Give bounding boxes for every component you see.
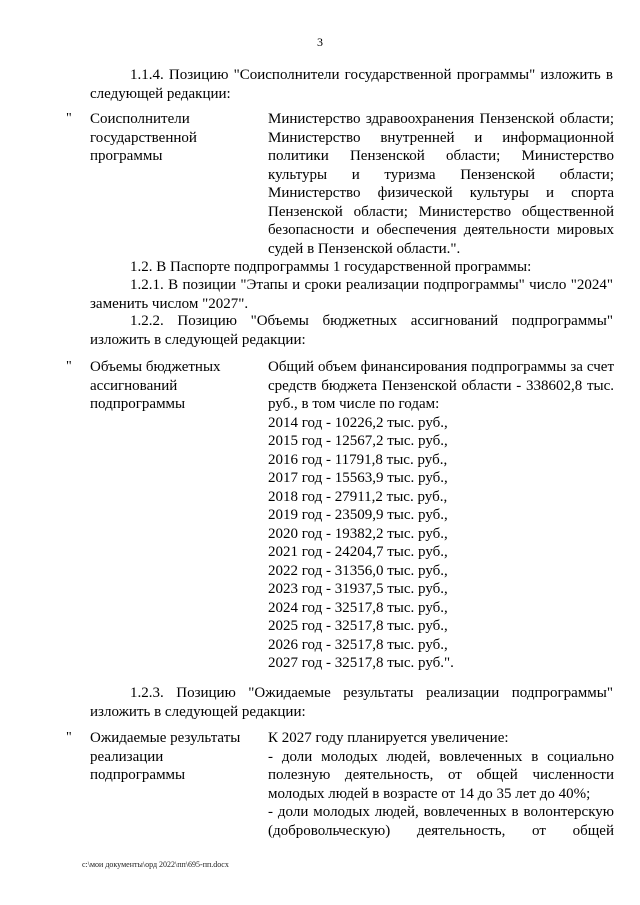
results-heading: К 2027 году планируется увеличение:: [268, 730, 509, 746]
opening-quote: ": [66, 359, 72, 374]
budget-intro: Общий объем финансирования подпрограммы за счет средств бюджета Пензенской области - 338602,8 тыс. руб., в том числе по годам:: [268, 359, 614, 412]
paragraph-1-2-1: [90, 276, 613, 313]
year-amount-line: 2022 год - 31356,0 тыс. руб.,: [268, 562, 448, 579]
year-amount-line: 2027 год - 32517,8 тыс. руб.".: [268, 655, 454, 671]
year-amount-line: 2023 год - 31937,5 тыс. руб.,: [268, 581, 448, 597]
year-amount-line: 2020 год - 19382,2 тыс. руб.,: [268, 525, 448, 542]
opening-quote: ": [66, 730, 72, 745]
page-number: 3: [317, 35, 323, 49]
row-content: [268, 358, 614, 673]
paragraph-1-2-3: [90, 684, 613, 721]
results-bullet: - доли молодых людей, вовлеченных в волонтерскую (добровольческую) деятельность, от общей: [268, 804, 614, 839]
year-amount-line: 2026 год - 32517,8 тыс. руб.,: [268, 636, 448, 653]
opening-quote: ": [66, 111, 72, 126]
year-amount-line: 2016 год - 11791,8 тыс. руб.,: [268, 451, 448, 468]
year-amount-line: 2017 год - 15563,9 тыс. руб.,: [268, 470, 448, 486]
paragraph-text: 1.2.1. В позиции "Этапы и сроки реализации подпрограммы" число "2024" заменить числом "2027".: [90, 277, 613, 312]
year-list: [268, 414, 614, 673]
paragraph-1-1-4: [90, 66, 613, 103]
year-amount-line: 2015 год - 12567,2 тыс. руб.,: [268, 433, 448, 449]
row-content: Министерство здравоохранения Пензенской области; Министерство внутренней и информационной политики Пензенской области; Министерство культуры и туризма Пензенской области; Министерство физической культуры и спорта Пензенской области; Министерство общественной безопасности и обеспечения деятельности мировых судей в Пензенской области.".: [268, 111, 614, 257]
row-label: Ожидаемые результаты реализации подпрограммы: [90, 730, 241, 783]
paragraph-1-2-2: [90, 312, 613, 349]
year-amount-line: 2025 год - 32517,8 тыс. руб.,: [268, 618, 448, 634]
year-amount-line: 2019 год - 23509,9 тыс. руб.,: [268, 507, 448, 523]
row-label: Соисполнители государственной программы: [90, 111, 197, 164]
year-amount-line: 2018 год - 27911,2 тыс. руб.,: [268, 488, 448, 505]
file-path-footer: c:\мои документы\орд 2022\пп\695-пп.docx: [82, 860, 229, 869]
paragraph-1-2: [90, 258, 613, 277]
year-amount-line: 2024 год - 32517,8 тыс. руб.,: [268, 599, 448, 616]
paragraph-text: 1.2.3. Позицию "Ожидаемые результаты реализации подпрограммы" изложить в следующей редакции:: [90, 685, 613, 720]
paragraph-text: 1.1.4. Позицию "Соисполнители государственной программы" изложить в следующей редакции:: [90, 67, 613, 102]
year-amount-line: 2014 год - 10226,2 тыс. руб.,: [268, 414, 448, 431]
paragraph-text: 1.2.2. Позицию "Объемы бюджетных ассигнований подпрограммы" изложить в следующей редакции:: [90, 313, 613, 348]
row-content: [268, 729, 614, 840]
row-label: Объемы бюджетных ассигнований подпрограммы: [90, 359, 221, 412]
paragraph-text: 1.2. В Паспорте подпрограммы 1 государственной программы:: [130, 259, 532, 275]
year-amount-line: 2021 год - 24204,7 тыс. руб.,: [268, 544, 448, 560]
results-bullet: - доли молодых людей, вовлеченных в социально полезную деятельность, от общей численности молодых людей в возрасте от 14 до 35 лет до 40%;: [268, 748, 614, 802]
